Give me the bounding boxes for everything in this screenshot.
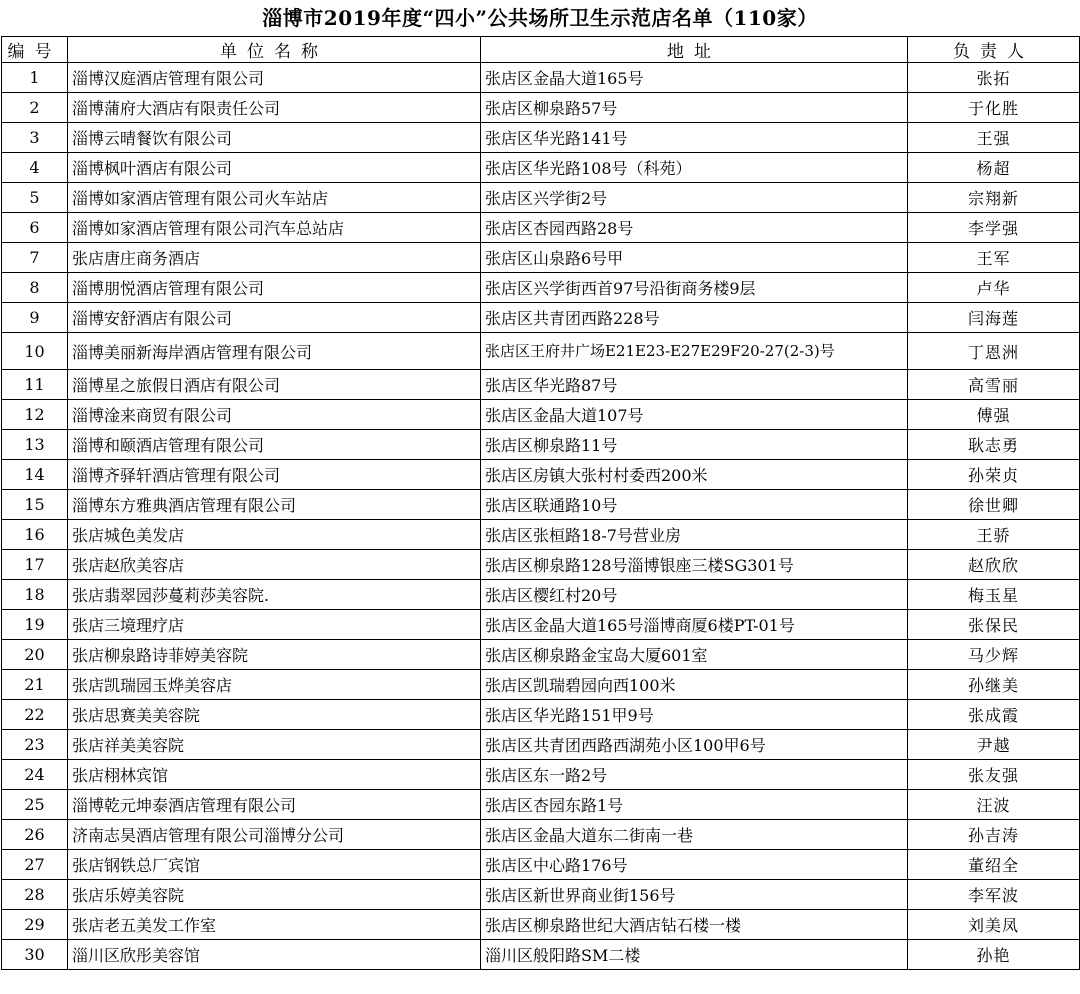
address: 张店区共青团西路228号: [481, 303, 908, 333]
row-number: 17: [2, 550, 68, 580]
row-number: 22: [2, 700, 68, 730]
row-number: 29: [2, 910, 68, 940]
table-row: [2, 213, 1080, 243]
address: 张店区金晶大道165号: [481, 63, 908, 93]
unit-name: 张店赵欣美容店: [68, 550, 481, 580]
unit-name: 淄博星之旅假日酒店有限公司: [68, 370, 481, 400]
person-in-charge: 闫海莲: [908, 303, 1080, 333]
row-number: 15: [2, 490, 68, 520]
address: 张店区兴学街西首97号沿街商务楼9层: [481, 273, 908, 303]
row-number: 23: [2, 730, 68, 760]
table-row: [2, 93, 1080, 123]
address: 张店区金晶大道107号: [481, 400, 908, 430]
address: 张店区杏园西路28号: [481, 213, 908, 243]
address: 张店区金晶大道东二街南一巷: [481, 820, 908, 850]
table-row: [2, 333, 1080, 370]
person-in-charge: 卢华: [908, 273, 1080, 303]
table-row: [2, 460, 1080, 490]
row-number: 4: [2, 153, 68, 183]
header-address: 地址: [481, 37, 908, 63]
header-person: 负责人: [908, 37, 1080, 63]
table-row: [2, 820, 1080, 850]
unit-name: 淄博淦来商贸有限公司: [68, 400, 481, 430]
address: 张店区金晶大道165号淄博商厦6楼PT-01号: [481, 610, 908, 640]
table-row: [2, 790, 1080, 820]
person-in-charge: 张保民: [908, 610, 1080, 640]
row-number: 16: [2, 520, 68, 550]
table-row: [2, 273, 1080, 303]
person-in-charge: 张拓: [908, 63, 1080, 93]
address: 张店区杏园东路1号: [481, 790, 908, 820]
person-in-charge: 杨超: [908, 153, 1080, 183]
table-row: [2, 370, 1080, 400]
table-row: [2, 183, 1080, 213]
row-number: 13: [2, 430, 68, 460]
address: 张店区联通路10号: [481, 490, 908, 520]
address: 张店区凯瑞碧园向西100米: [481, 670, 908, 700]
person-in-charge: 孙艳: [908, 940, 1080, 970]
row-number: 27: [2, 850, 68, 880]
unit-name: 淄博枫叶酒店有限公司: [68, 153, 481, 183]
person-in-charge: 张友强: [908, 760, 1080, 790]
row-number: 1: [2, 63, 68, 93]
address: 张店区张桓路18-7号营业房: [481, 520, 908, 550]
table-row: [2, 490, 1080, 520]
unit-name: 张店祥美美容院: [68, 730, 481, 760]
person-in-charge: 孙继美: [908, 670, 1080, 700]
address: 张店区兴学街2号: [481, 183, 908, 213]
address: 张店区房镇大张村村委西200米: [481, 460, 908, 490]
address: 张店区华光路108号（科苑）: [481, 153, 908, 183]
unit-name: 淄博汉庭酒店管理有限公司: [68, 63, 481, 93]
row-number: 19: [2, 610, 68, 640]
address: 张店区樱红村20号: [481, 580, 908, 610]
row-number: 11: [2, 370, 68, 400]
unit-name: 张店栩林宾馆: [68, 760, 481, 790]
person-in-charge: 孙吉涛: [908, 820, 1080, 850]
address: 张店区新世界商业街156号: [481, 880, 908, 910]
unit-name: 张店老五美发工作室: [68, 910, 481, 940]
person-in-charge: 于化胜: [908, 93, 1080, 123]
unit-name: 淄博和颐酒店管理有限公司: [68, 430, 481, 460]
header-name: 单位名称: [68, 37, 481, 63]
row-number: 9: [2, 303, 68, 333]
address: 张店区王府井广场E21E23-E27E29F20-27(2-3)号: [481, 333, 908, 370]
person-in-charge: 耿志勇: [908, 430, 1080, 460]
address: 张店区华光路151甲9号: [481, 700, 908, 730]
table-row: [2, 303, 1080, 333]
address: 张店区柳泉路11号: [481, 430, 908, 460]
row-number: 6: [2, 213, 68, 243]
table-row: [2, 243, 1080, 273]
header-row: [2, 37, 1080, 63]
address: 张店区柳泉路金宝岛大厦601室: [481, 640, 908, 670]
person-in-charge: 孙荣贞: [908, 460, 1080, 490]
unit-name: 淄博齐驿轩酒店管理有限公司: [68, 460, 481, 490]
address: 张店区华光路87号: [481, 370, 908, 400]
unit-name: 淄博如家酒店管理有限公司汽车总站店: [68, 213, 481, 243]
unit-name: 淄博如家酒店管理有限公司火车站店: [68, 183, 481, 213]
table-row: [2, 580, 1080, 610]
person-in-charge: 徐世卿: [908, 490, 1080, 520]
row-number: 5: [2, 183, 68, 213]
table-row: [2, 700, 1080, 730]
row-number: 14: [2, 460, 68, 490]
person-in-charge: 董绍全: [908, 850, 1080, 880]
unit-name: 张店三境理疗店: [68, 610, 481, 640]
person-in-charge: 高雪丽: [908, 370, 1080, 400]
row-number: 3: [2, 123, 68, 153]
person-in-charge: 傅强: [908, 400, 1080, 430]
table-row: [2, 610, 1080, 640]
unit-name: 淄博东方雅典酒店管理有限公司: [68, 490, 481, 520]
row-number: 28: [2, 880, 68, 910]
address: 张店区山泉路6号甲: [481, 243, 908, 273]
person-in-charge: 梅玉星: [908, 580, 1080, 610]
person-in-charge: 张成霞: [908, 700, 1080, 730]
shop-list-table: [1, 36, 1080, 970]
table-row: [2, 670, 1080, 700]
address: 张店区柳泉路世纪大酒店钻石楼一楼: [481, 910, 908, 940]
unit-name: 张店乐婷美容院: [68, 880, 481, 910]
row-number: 10: [2, 333, 68, 370]
row-number: 8: [2, 273, 68, 303]
row-number: 21: [2, 670, 68, 700]
row-number: 20: [2, 640, 68, 670]
address: 淄川区般阳路SM二楼: [481, 940, 908, 970]
unit-name: 张店钢铁总厂宾馆: [68, 850, 481, 880]
table-row: [2, 880, 1080, 910]
address: 张店区华光路141号: [481, 123, 908, 153]
table-row: [2, 520, 1080, 550]
row-number: 24: [2, 760, 68, 790]
person-in-charge: 李军波: [908, 880, 1080, 910]
table-row: [2, 910, 1080, 940]
person-in-charge: 赵欣欣: [908, 550, 1080, 580]
unit-name: 淄博乾元坤泰酒店管理有限公司: [68, 790, 481, 820]
address: 张店区东一路2号: [481, 760, 908, 790]
table-row: [2, 400, 1080, 430]
unit-name: 张店唐庄商务酒店: [68, 243, 481, 273]
table-row: [2, 123, 1080, 153]
unit-name: 张店柳泉路诗菲婷美容院: [68, 640, 481, 670]
row-number: 18: [2, 580, 68, 610]
table-row: [2, 63, 1080, 93]
header-num: 编号: [2, 37, 68, 63]
person-in-charge: 尹越: [908, 730, 1080, 760]
row-number: 2: [2, 93, 68, 123]
person-in-charge: 李学强: [908, 213, 1080, 243]
unit-name: 淄博朋悦酒店管理有限公司: [68, 273, 481, 303]
address: 张店区柳泉路57号: [481, 93, 908, 123]
person-in-charge: 宗翔新: [908, 183, 1080, 213]
table-row: [2, 153, 1080, 183]
unit-name: 张店思赛美美容院: [68, 700, 481, 730]
row-number: 30: [2, 940, 68, 970]
table-row: [2, 730, 1080, 760]
row-number: 12: [2, 400, 68, 430]
unit-name: 济南志昊酒店管理有限公司淄博分公司: [68, 820, 481, 850]
row-number: 7: [2, 243, 68, 273]
unit-name: 淄川区欣彤美容馆: [68, 940, 481, 970]
unit-name: 淄博云晴餐饮有限公司: [68, 123, 481, 153]
person-in-charge: 马少辉: [908, 640, 1080, 670]
person-in-charge: 王骄: [908, 520, 1080, 550]
row-number: 25: [2, 790, 68, 820]
address: 张店区中心路176号: [481, 850, 908, 880]
address: 张店区柳泉路128号淄博银座三楼SG301号: [481, 550, 908, 580]
unit-name: 张店翡翠园莎蔓莉莎美容院.: [68, 580, 481, 610]
unit-name: 淄博美丽新海岸酒店管理有限公司: [68, 333, 481, 370]
unit-name: 张店城色美发店: [68, 520, 481, 550]
table-row: [2, 850, 1080, 880]
table-row: [2, 550, 1080, 580]
table-row: [2, 760, 1080, 790]
table-row: [2, 940, 1080, 970]
unit-name: 淄博安舒酒店有限公司: [68, 303, 481, 333]
person-in-charge: 刘美凤: [908, 910, 1080, 940]
unit-name: 淄博蒲府大酒店有限责任公司: [68, 93, 481, 123]
address: 张店区共青团西路西湖苑小区100甲6号: [481, 730, 908, 760]
row-number: 26: [2, 820, 68, 850]
table-row: [2, 430, 1080, 460]
unit-name: 张店凯瑞园玉烨美容店: [68, 670, 481, 700]
person-in-charge: 王强: [908, 123, 1080, 153]
document-title: 淄博市2019年度“四小”公共场所卫生示范店名单（110家）: [262, 6, 818, 30]
person-in-charge: 汪波: [908, 790, 1080, 820]
person-in-charge: 王军: [908, 243, 1080, 273]
table-row: [2, 640, 1080, 670]
person-in-charge: 丁恩洲: [908, 333, 1080, 370]
